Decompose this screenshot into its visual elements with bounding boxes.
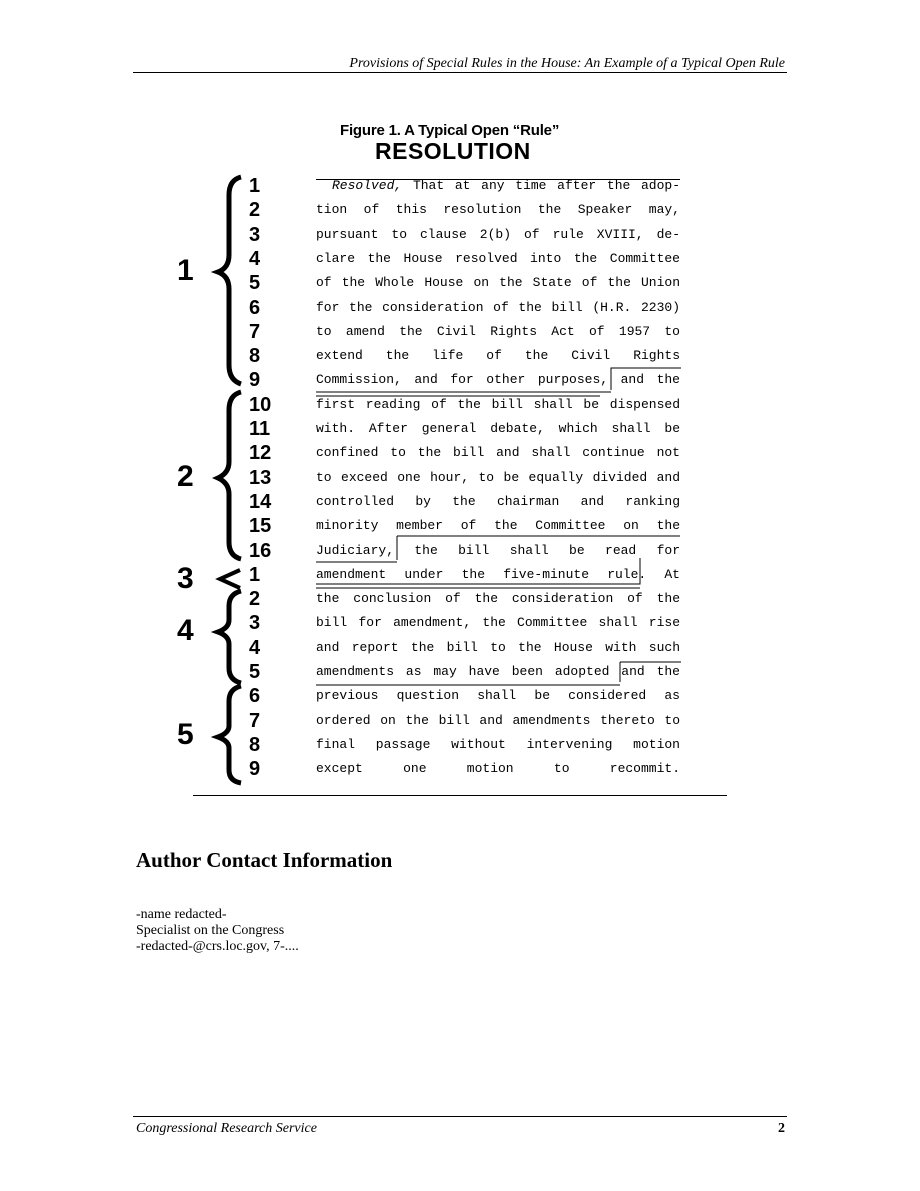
resolution-line [316, 419, 680, 439]
resolution-line-text: amendment under the five-minute rule. At [316, 566, 680, 582]
line-number: 3 [249, 612, 261, 635]
line-number: 9 [249, 369, 261, 392]
line-number: 12 [249, 442, 272, 465]
resolution-line [316, 225, 680, 245]
provision-number: 4 [177, 614, 194, 647]
line-number: 11 [249, 418, 271, 440]
resolution-line-text: pursuant to clause 2(b) of rule XVIII, de- [316, 226, 680, 242]
resolution-line [316, 541, 680, 561]
provision-5-brace-icon [218, 686, 241, 783]
resolution-line-text: to exceed one hour, to be equally divided and [316, 469, 680, 485]
provision-2-brace-icon [218, 392, 241, 559]
resolution-line-text: tion of this resolution the Speaker may, [316, 202, 680, 218]
header-divider [133, 72, 787, 73]
resolution-line-text: That at any time after the adop- [412, 178, 681, 193]
provision-number: 5 [177, 718, 194, 751]
resolution-line [316, 686, 680, 706]
line-number: 6 [249, 685, 261, 708]
author-email[interactable]: -redacted-@crs.loc.gov, 7-.... [136, 939, 299, 954]
resolution-line [316, 565, 680, 585]
resolution-line [316, 662, 680, 682]
resolution-line-text: and report the bill to the House with such [316, 639, 680, 655]
line-number: 9 [249, 758, 261, 781]
resolution-line-text: controlled by the chairman and ranking [316, 493, 680, 509]
figure-caption: Figure 1. A Typical Open “Rule” [340, 122, 560, 139]
resolution-line-text: confined to the bill and shall continue not [316, 445, 680, 461]
resolution-line-text: previous question shall be considered as [316, 688, 680, 704]
line-number: 4 [249, 636, 261, 659]
resolution-line [316, 735, 680, 755]
resolution-line-text: with. After general debate, which shall be [316, 421, 680, 436]
resolution-line-text: first reading of the bill shall be dispensed [316, 396, 680, 412]
line-number: 8 [249, 733, 261, 756]
provision-1-brace-icon [218, 177, 241, 384]
resolution-line [316, 322, 680, 342]
resolved-word: Resolved, [332, 178, 403, 193]
resolution-line [316, 638, 680, 658]
resolution-line [316, 613, 680, 633]
page-number: 2 [778, 1121, 785, 1136]
resolution-line-text: for the consideration of the bill (H.R. 2230) [316, 299, 680, 315]
line-number: 6 [249, 296, 261, 319]
line-number: 10 [249, 393, 272, 416]
resolution-line [316, 589, 680, 609]
line-number: 2 [249, 588, 261, 611]
resolution-line [316, 370, 680, 390]
resolution-line-text: bill for amendment, the Committee shall rise [316, 615, 680, 631]
line-number: 5 [249, 272, 261, 295]
resolution-line [316, 298, 680, 318]
line-number: 3 [249, 223, 261, 246]
resolution-line-text: final passage without intervening motion [316, 736, 680, 752]
resolution-line-text: the conclusion of the consideration of the [316, 591, 680, 607]
resolution-line-text: Judiciary, the bill shall be read for [316, 542, 680, 558]
resolution-line [316, 249, 680, 269]
line-number: 15 [249, 515, 272, 538]
resolution-line [316, 443, 680, 463]
figure-resolution-heading: RESOLUTION [375, 138, 531, 164]
resolution-line-text: to amend the Civil Rights Act of 1957 to [316, 323, 680, 339]
resolution-line [332, 176, 680, 196]
resolution-line-text: of the Whole House on the State of the Union [316, 275, 680, 291]
line-number: 2 [249, 199, 261, 222]
footer-divider [133, 1116, 787, 1117]
resolution-line-text: Commission, and for other purposes, and the [316, 372, 680, 388]
line-number: 13 [249, 466, 272, 489]
resolution-line [316, 759, 680, 779]
author-contact-heading: Author Contact Information [136, 848, 393, 872]
resolution-line-text: extend the life of the Civil Rights [316, 348, 680, 364]
line-number: 14 [249, 490, 272, 513]
resolution-line [316, 346, 680, 366]
resolution-line [316, 395, 680, 415]
resolution-line [316, 273, 680, 293]
resolution-line-text: minority member of the Committee on the [316, 518, 680, 534]
line-number: 1 [249, 175, 261, 197]
provision-number: 2 [177, 460, 194, 493]
figure-bottom-rule [193, 795, 727, 796]
line-number: 4 [249, 247, 261, 270]
resolution-line-text: except one motion to recommit. [316, 761, 680, 777]
author-title: Specialist on the Congress [136, 923, 285, 938]
footer-organization: Congressional Research Service [136, 1121, 317, 1136]
line-number: 16 [249, 539, 272, 562]
resolution-line [316, 516, 680, 536]
provision-4-brace-icon [218, 591, 241, 683]
line-number: 1 [249, 563, 261, 586]
resolution-line-text: clare the House resolved into the Committee [316, 250, 680, 266]
resolution-line [316, 200, 680, 220]
resolution-line-text: amendments as may have been adopted and the [316, 664, 680, 679]
resolution-line [316, 468, 680, 488]
resolution-line [316, 492, 680, 512]
running-header-title: Provisions of Special Rules in the House: An Example of a Typical Open Rule [349, 56, 785, 71]
provision-3-angle-icon [220, 570, 240, 588]
line-number: 5 [249, 661, 261, 683]
line-number: 7 [249, 320, 261, 343]
resolution-line-text: ordered on the bill and amendments thereto to [316, 712, 680, 728]
line-number: 8 [249, 345, 261, 368]
line-number: 7 [249, 709, 261, 732]
author-name: -name redacted- [136, 907, 227, 922]
resolution-line [316, 711, 680, 731]
provision-number: 3 [177, 562, 194, 595]
provision-number: 1 [177, 254, 194, 287]
